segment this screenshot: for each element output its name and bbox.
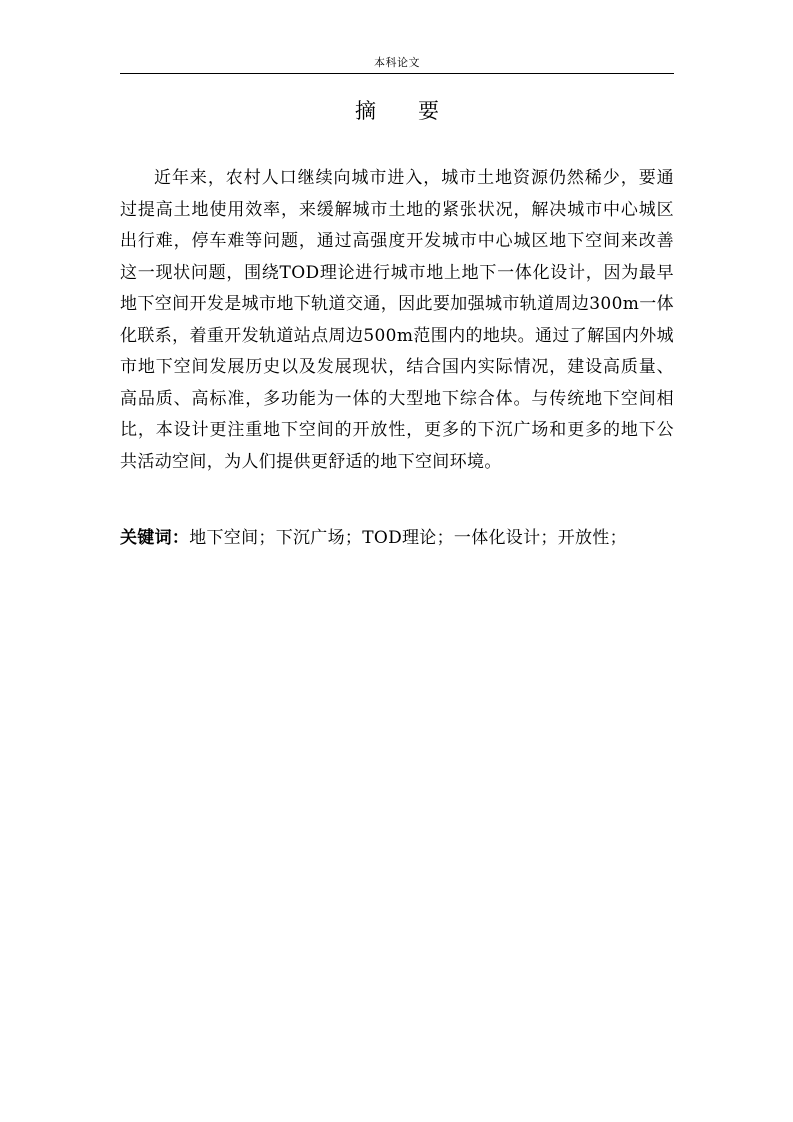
header-rule	[120, 73, 674, 74]
abstract-body: 近年来，农村人口继续向城市进入，城市土地资源仍然稀少，要通过提高土地使用效率，来缓解城市土地的紧张状况，解决城市中心城区出行难，停车难等问题，通过高强度开发城市中心城区地下空间来改善这一现状问题，围绕TOD理论进行城市地上地下一体化设计，因为最早地下空间开发是城市地下轨道交通，因此要加强城市轨道周边300m一体化联系，着重开发轨道站点周边500m范围内的地块。通过了解国内外城市地下空间发展历史以及发展现状，结合国内实际情况，建设高质量、高品质、高标准，多功能为一体的大型地下综合体。与传统地下空间相比，本设计更注重地下空间的开放性，更多的下沉广场和更多的地下公共活动空间，为人们提供更舒适的地下空间环境。	[120, 168, 674, 472]
abstract-title	[120, 96, 674, 126]
keywords-label: 关键词：	[120, 528, 190, 548]
abstract-title-char-2: 要	[418, 99, 439, 123]
abstract-section	[120, 163, 674, 478]
keywords-line	[120, 523, 700, 554]
keywords-text: 地下空间；下沉广场；TOD理论；一体化设计；开放性；	[189, 528, 627, 548]
page-header: 本科论文	[374, 56, 420, 69]
abstract-title-char-1: 摘	[355, 99, 376, 123]
